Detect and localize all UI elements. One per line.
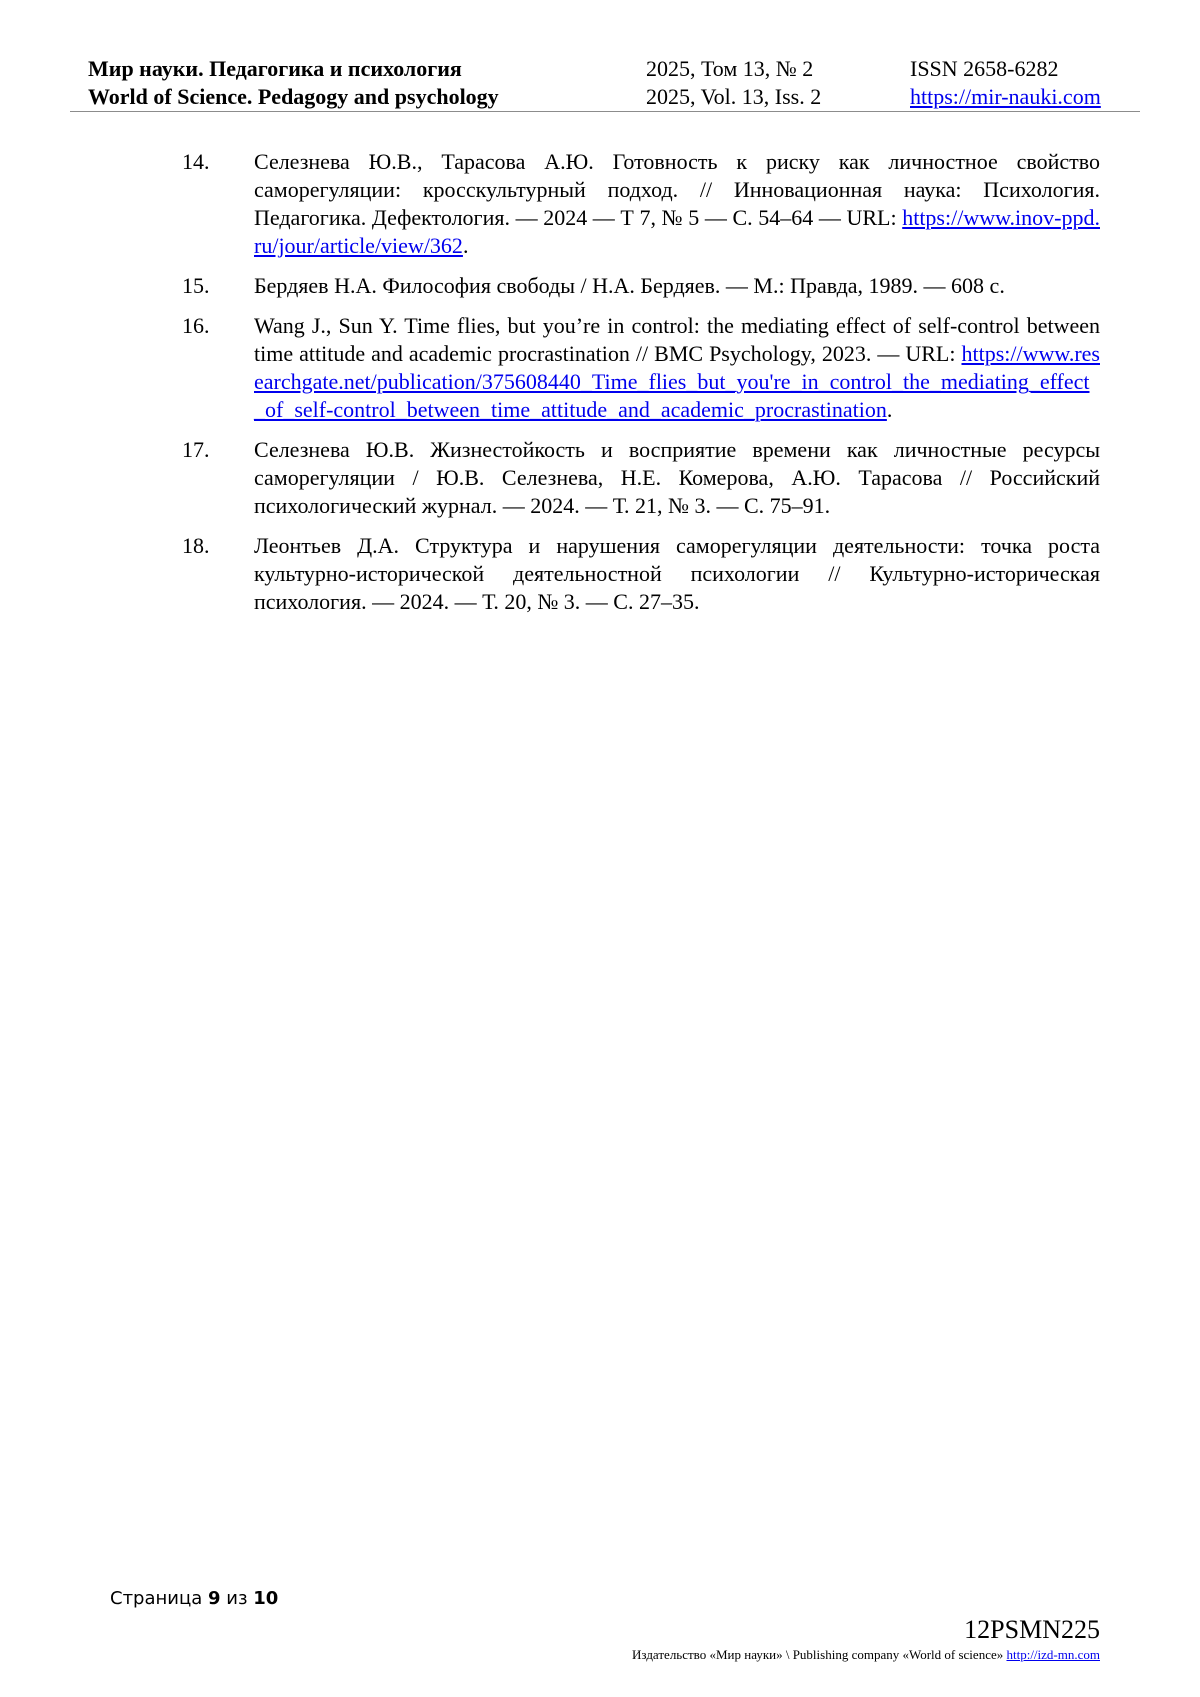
publisher-link[interactable]: http://izd-mn.com [1006,1647,1100,1662]
reference-item: 14. Селезнева Ю.В., Тарасова А.Ю. Готовность к риску как личностное свойство саморегуляции: кросскультурный подход. // Инновационная наука: Психология. Педагогика. Дефектология. — 2024 — Т 7, № 5 — С. 54–64 — URL: https://www.inov-ppd.ru/jour/article/view/362. [182,149,1100,258]
publisher-text: Издательство «Мир науки» \ Publishing company «World of science» [632,1647,1004,1662]
reference-text: Селезнева Ю.В., Тарасова А.Ю. Готовность к риску как личностное свойство саморегуляции: кросскультурный подход. // Инновационная наука: Психология. Педагогика. Дефектология. — 2024 — Т 7, № 5 — С. 54–64 — URL: [254,149,1100,230]
page-counter: Страница 9 из 10 [110,1588,279,1609]
reference-number: 16. [182,313,210,338]
reference-list [182,148,1100,628]
page-header [88,55,1138,111]
current-page: 9 [208,1588,221,1609]
journal-title-ru: Мир науки. Педагогика и психология [88,56,462,81]
reference-number: 14. [182,149,210,174]
reference-text: Леонтьев Д.А. Структура и нарушения саморегуляции деятельности: точка роста культурно-исторической деятельностной психологии // Культурно-историческая психология. — 2024. — Т. 20, № 3. — С. 27–35. [254,533,1100,614]
header-divider [70,111,1140,112]
total-pages: 10 [253,1588,279,1609]
article-code: 12PSMN225 [964,1615,1100,1644]
reference-text: Бердяев Н.А. Философия свободы / Н.А. Бердяев. — М.: Правда, 1989. — 608 с. [254,273,1005,298]
issn: ISSN 2658-6282 [910,56,1059,81]
volume-ru: 2025, Том 13, № 2 [646,56,814,81]
reference-item [182,436,1100,520]
journal-site-link[interactable]: https://mir-nauki.com [910,84,1101,109]
reference-link[interactable]: https://www.inov-ppd.ru/jour/article/view/362 [254,205,1100,258]
reference-item: 16. Wang J., Sun Y. Time flies, but you’re in control: the mediating effect of self-control between time attitude and academic procrastination // BMC Psychology, 2023. — URL: https://www.researchgate.net/publication/375608440_Time_flies_but_you're_in_control_the_mediating_effect_of_self-control_between_time_attitude_and_academic_procrastination. [182,313,1100,422]
reference-link[interactable]: https://www.researchgate.net/publication/375608440_Time_flies_but_you're_in_control_the_mediating_effect_of_self-control_between_time_attitude_and_academic_procrastination [254,341,1100,422]
reference-item [182,272,1100,300]
reference-item [182,532,1100,616]
journal-title-en: World of Science. Pedagogy and psychology [88,84,499,109]
reference-number: 15. [182,273,210,298]
reference-text: Селезнева Ю.В. Жизнестойкость и восприятие времени как личностные ресурсы саморегуляции / Ю.В. Селезнева, Н.Е. Комерова, А.Ю. Тарасова // Российский психологический журнал. — 2024. — Т. 21, № 3. — С. 75–91. [254,437,1100,518]
volume-en: 2025, Vol. 13, Iss. 2 [646,84,822,109]
reference-number: 17. [182,437,210,462]
issn-block [910,55,1101,111]
journal-title-block [88,55,499,111]
reference-number: 18. [182,533,210,558]
reference-text: Wang J., Sun Y. Time flies, but you’re in control: the mediating effect of self-control between time attitude and academic procrastination // BMC Psychology, 2023. — URL: [254,313,1100,366]
volume-block [646,55,821,111]
publisher-line [632,1646,1100,1664]
